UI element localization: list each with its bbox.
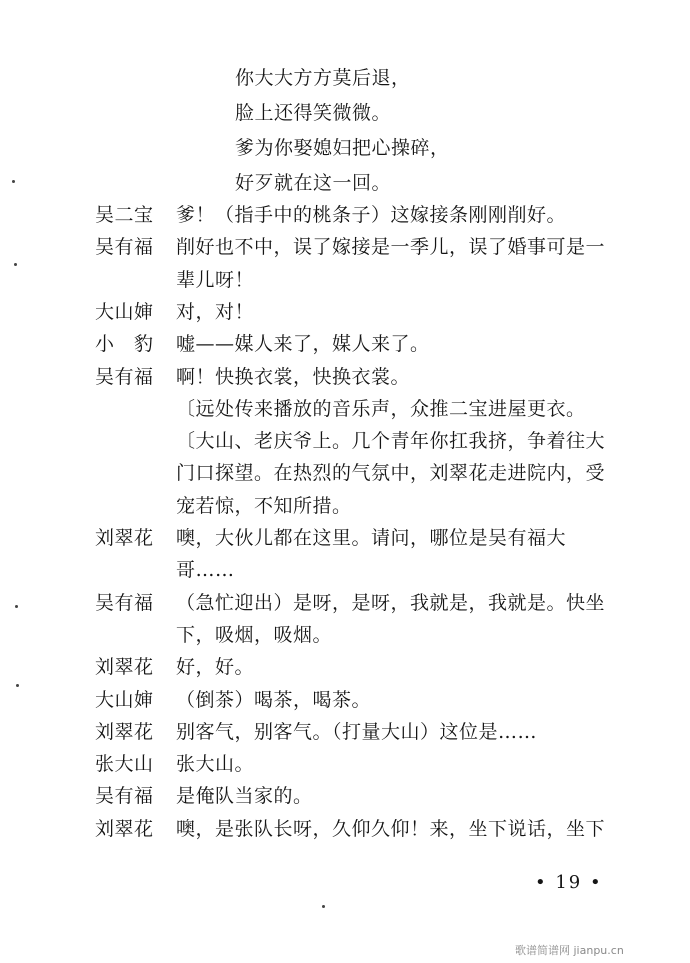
stage-direction: 门口探望。在热烈的气氛中，刘翠花走进院内，受: [176, 462, 606, 485]
dialogue-line: （急忙迎出）是呀，是呀，我就是，我就是。快坐: [176, 591, 606, 614]
dialogue-line: 张大山。: [176, 753, 255, 776]
scan-speck: [322, 905, 325, 908]
dialogue-line: 爹！（指手中的桃条子）这嫁接条刚刚削好。: [176, 204, 567, 226]
verse-line: 你大大方方莫后退，: [235, 67, 411, 89]
speaker-name: 吴有福: [95, 365, 154, 388]
dialogue-line: 噢，大伙儿都在这里。请问，哪位是吴有福大: [176, 527, 567, 549]
stage-direction: 〔远处传来播放的音乐声，众推二宝进屋更衣。: [176, 397, 586, 420]
dialogue-line: 别客气，别客气。（打量大山）这位是……: [176, 720, 538, 743]
dialogue-line: 噢，是张队长呀，久仰久仰！来，坐下说话，坐下: [176, 817, 606, 840]
dialogue-line: 辈儿呀！: [176, 268, 255, 291]
dialogue-line: 削好也不中，误了嫁接是一季儿，误了婚事可是一: [176, 236, 606, 259]
verse-line: 好歹就在这一回。: [235, 172, 392, 194]
dialogue-line: 好，好。: [176, 656, 255, 679]
speaker-name: 吴有福: [95, 236, 154, 259]
speaker-name: 张大山: [95, 753, 154, 776]
scan-speck: [12, 180, 15, 183]
speaker-name: 刘翠花: [95, 817, 154, 840]
speaker-name: 小 豹: [95, 333, 154, 356]
scan-speck: [16, 684, 19, 687]
scan-speck: [15, 605, 18, 608]
scan-speck: [14, 263, 17, 266]
dialogue-line: 啊！快换衣裳，快换衣裳。: [176, 365, 411, 388]
speaker-name: 吴有福: [95, 785, 154, 808]
dialogue-line: 是俺队当家的。: [176, 785, 313, 808]
dialogue-line: 对，对！: [176, 300, 255, 323]
dialogue-line: 哥……: [176, 559, 235, 582]
stage-direction: 宠若惊，不知所措。: [176, 494, 352, 517]
speaker-name: 吴有福: [95, 591, 154, 614]
stage-direction: 〔大山、老庆爷上。几个青年你扛我挤，争着往大: [176, 430, 606, 453]
verse-line: 脸上还得笑微微。: [235, 102, 392, 124]
dialogue-line: （倒茶）喝茶，喝茶。: [176, 688, 372, 711]
speaker-name: 刘翠花: [95, 720, 154, 743]
verse-line: 爹为你娶媳妇把心操碎，: [235, 137, 450, 159]
speaker-name: 刘翠花: [95, 656, 154, 679]
speaker-name: 大山婶: [95, 688, 154, 711]
dialogue-line: 下，吸烟，吸烟。: [176, 623, 333, 646]
page-number: • 19 •: [535, 872, 603, 893]
watermark: 歌谱简谱网 jianpu.cn: [515, 944, 624, 957]
speaker-name: 吴二宝: [95, 204, 154, 226]
speaker-name: 大山婶: [95, 300, 154, 323]
speaker-name: 刘翠花: [95, 527, 154, 549]
dialogue-line: 嘘——媒人来了，媒人来了。: [176, 333, 430, 356]
